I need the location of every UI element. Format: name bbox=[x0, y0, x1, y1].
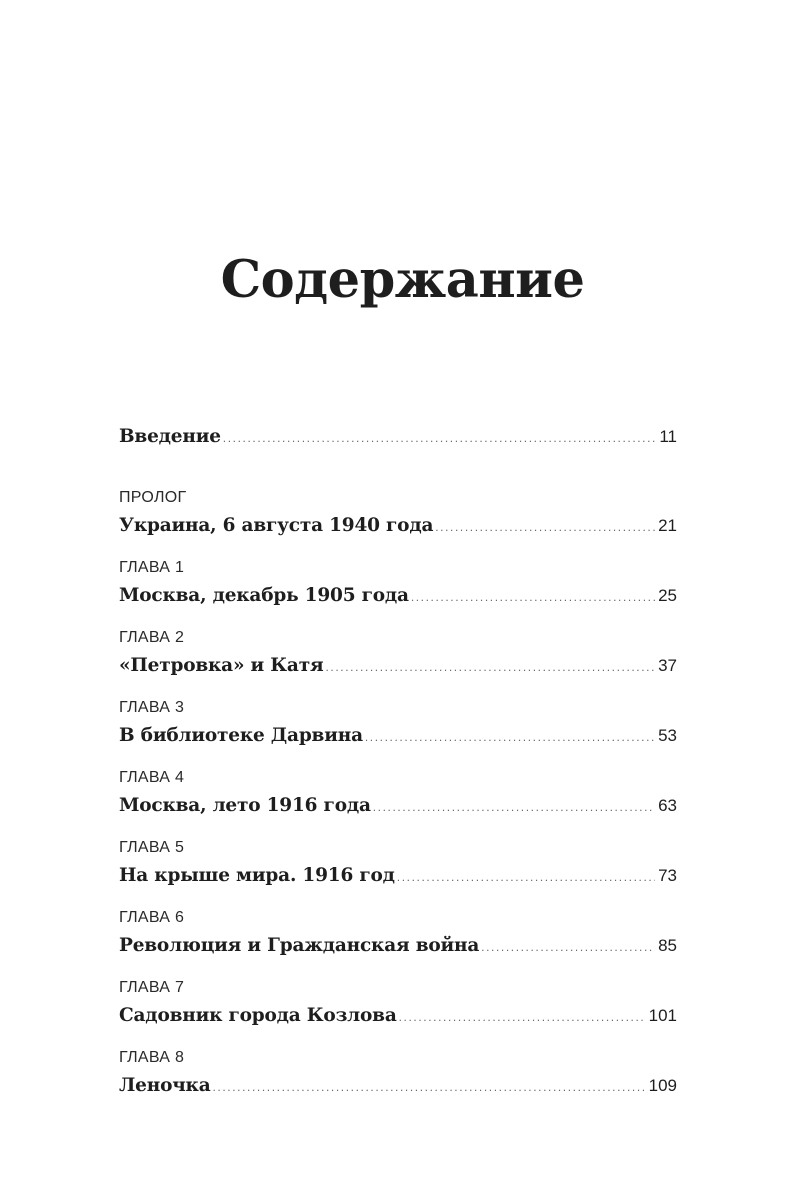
toc-entry-label: ГЛАВА 3 bbox=[119, 699, 185, 716]
toc-page-number: 109 bbox=[648, 1076, 677, 1095]
toc-entry-chapter-2[interactable] bbox=[119, 629, 677, 699]
toc-entry-chapter-8[interactable] bbox=[119, 1049, 677, 1119]
toc-page-number: 63 bbox=[658, 796, 677, 815]
dot-leader bbox=[325, 652, 655, 682]
toc-line bbox=[119, 511, 677, 541]
page-title: Содержание bbox=[220, 250, 585, 310]
toc-line bbox=[119, 721, 677, 751]
toc-page-number: 53 bbox=[658, 726, 677, 745]
dot-leader bbox=[365, 722, 655, 752]
toc-entry-title: Москва, декабрь 1905 года bbox=[119, 585, 409, 606]
toc-line bbox=[119, 931, 677, 961]
dot-leader bbox=[223, 423, 657, 453]
toc-entry-title: Революция и Гражданская война bbox=[119, 935, 480, 956]
dot-leader bbox=[399, 1002, 646, 1032]
toc-entry-title: «Петровка» и Катя bbox=[119, 655, 324, 676]
toc-page-number: 101 bbox=[648, 1006, 677, 1025]
toc-line bbox=[119, 861, 677, 891]
toc-entry-label: ГЛАВА 2 bbox=[119, 629, 185, 646]
toc-entry-introduction[interactable] bbox=[119, 419, 677, 489]
toc-line bbox=[119, 791, 677, 821]
toc-line bbox=[119, 1001, 677, 1031]
toc-entry-label: ГЛАВА 6 bbox=[119, 909, 185, 926]
toc-entry-chapter-6[interactable] bbox=[119, 909, 677, 979]
table-of-contents bbox=[119, 419, 677, 1119]
dot-leader bbox=[397, 862, 655, 892]
toc-entry-title: В библиотеке Дарвина bbox=[119, 725, 363, 746]
toc-line bbox=[119, 581, 677, 611]
toc-entry-chapter-3[interactable] bbox=[119, 699, 677, 769]
toc-page-number: 73 bbox=[658, 866, 677, 885]
toc-page-number: 85 bbox=[658, 936, 677, 955]
toc-entry-title: Садовник города Козлова bbox=[119, 1005, 397, 1026]
toc-entry-label: ГЛАВА 4 bbox=[119, 769, 185, 786]
toc-page-number: 25 bbox=[658, 586, 677, 605]
dot-leader bbox=[435, 512, 655, 542]
dot-leader bbox=[373, 792, 655, 822]
toc-entry-title: Украина, 6 августа 1940 года bbox=[119, 515, 434, 536]
toc-entry-title: Москва, лето 1916 года bbox=[119, 795, 371, 816]
dot-leader bbox=[481, 932, 655, 962]
toc-page-number: 37 bbox=[658, 656, 677, 675]
toc-entry-prologue[interactable] bbox=[119, 489, 677, 559]
toc-entry-label: ГЛАВА 1 bbox=[119, 559, 185, 576]
toc-line bbox=[119, 422, 677, 452]
toc-entry-label: ПРОЛОГ bbox=[119, 489, 187, 506]
toc-entry-title: Введение bbox=[119, 426, 221, 447]
dot-leader bbox=[213, 1072, 646, 1102]
toc-line bbox=[119, 1071, 677, 1101]
toc-page-number: 21 bbox=[658, 516, 677, 535]
toc-entry-label: ГЛАВА 5 bbox=[119, 839, 185, 856]
toc-entry-label: ГЛАВА 7 bbox=[119, 979, 185, 996]
toc-entry-label: ГЛАВА 8 bbox=[119, 1049, 185, 1066]
toc-entry-chapter-7[interactable] bbox=[119, 979, 677, 1049]
toc-entry-chapter-1[interactable] bbox=[119, 559, 677, 629]
toc-page-number: 11 bbox=[659, 427, 677, 446]
dot-leader bbox=[411, 582, 655, 612]
toc-line bbox=[119, 651, 677, 681]
toc-entry-chapter-5[interactable] bbox=[119, 839, 677, 909]
toc-entry-title: На крыше мира. 1916 год bbox=[119, 865, 395, 886]
toc-entry-title: Леночка bbox=[119, 1075, 211, 1096]
toc-entry-chapter-4[interactable] bbox=[119, 769, 677, 839]
